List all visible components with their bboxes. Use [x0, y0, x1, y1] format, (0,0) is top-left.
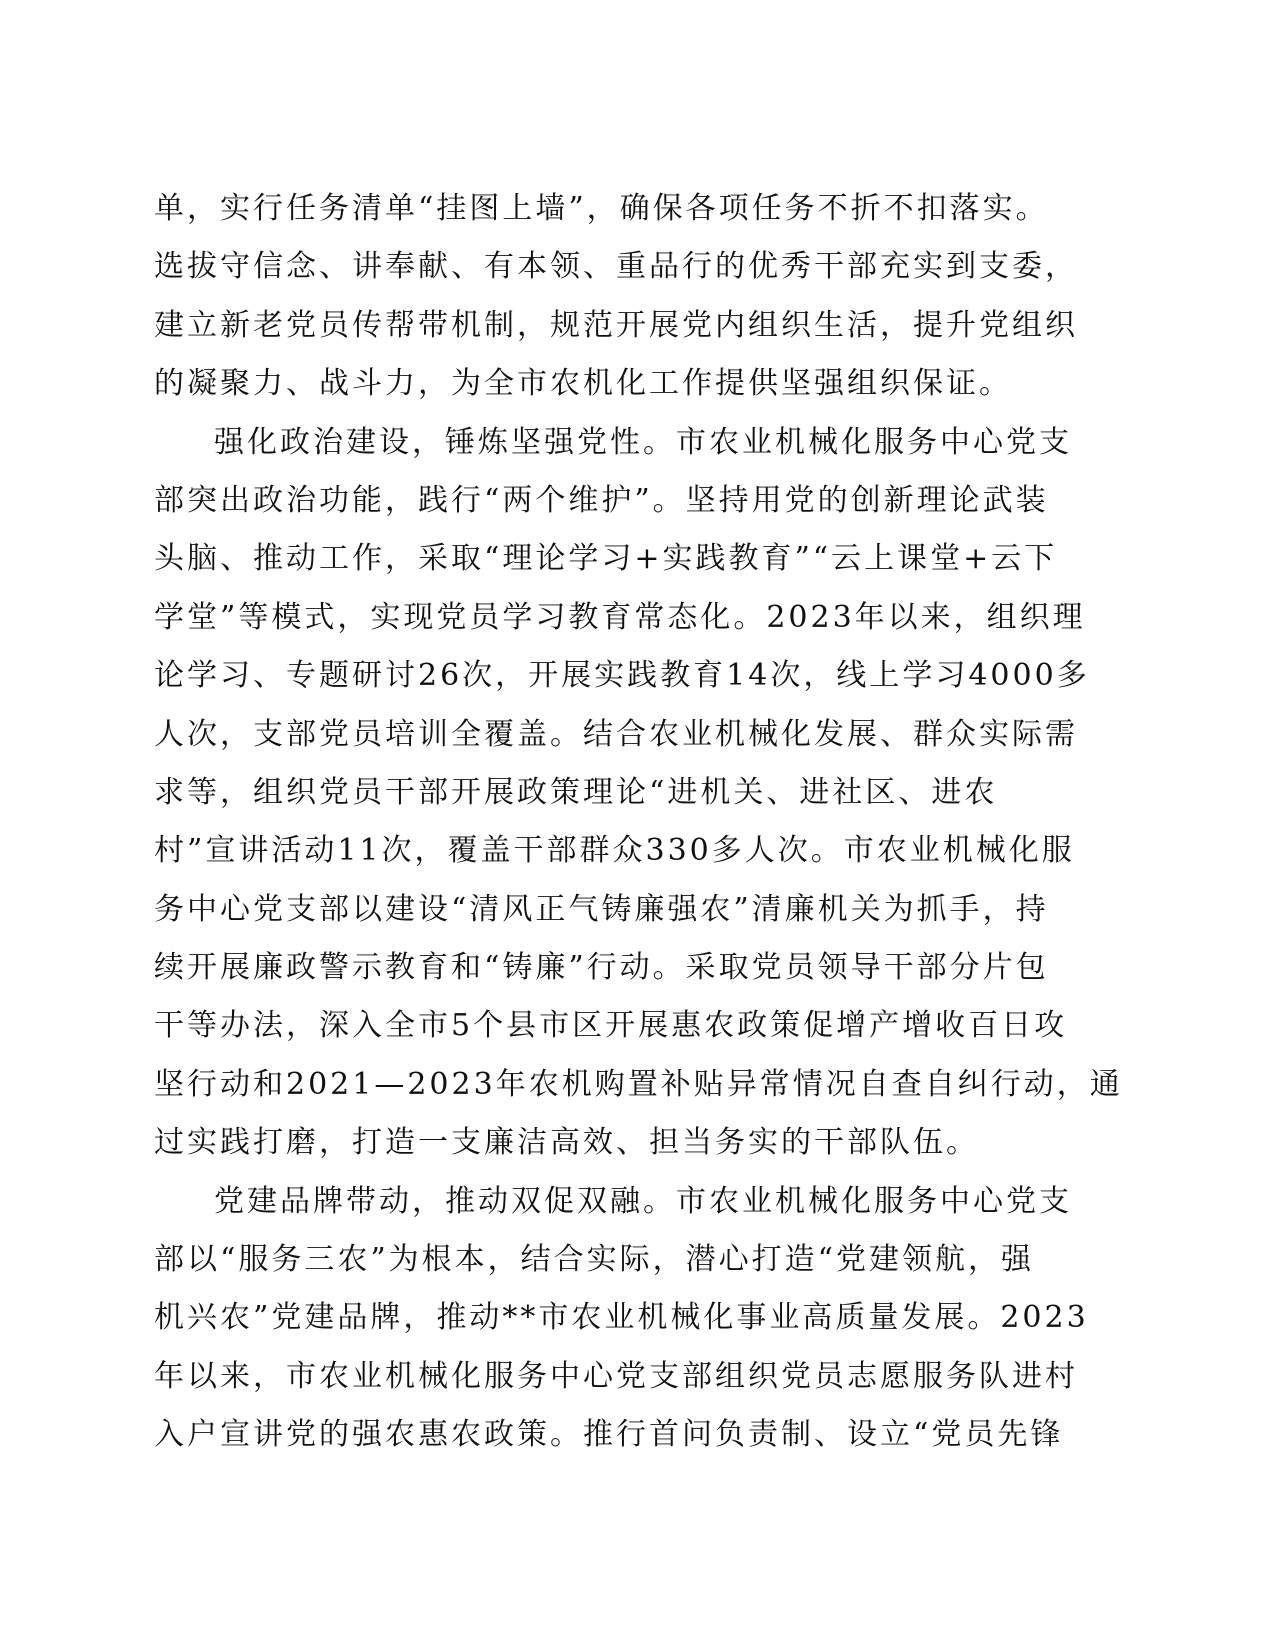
text-line: 续开展廉政警示教育和“铸廉”行动。采取党员领导干部分片包 [154, 950, 1049, 986]
text-line: 选拔守信念、讲奉献、有本领、重品行的优秀干部充实到支委， [154, 249, 1078, 285]
text-line: 坚行动和2021—2023年农机购置补贴异常情况自查自纠行动，通 [154, 1066, 1123, 1102]
text-line: 入户宣讲党的强农惠农政策。推行首问负责制、设立“党员先锋 [154, 1417, 1064, 1453]
text-line: 村”宣讲活动11次，覆盖干部群众330多人次。市农业机械化服 [154, 833, 1075, 869]
text-line: 过实践打磨，打造一支廉洁高效、担当务实的干部队伍。 [154, 1125, 979, 1161]
text-line: 人次，支部党员培训全覆盖。结合农业机械化发展、群众实际需 [154, 716, 1078, 752]
body-text [154, 180, 1123, 1465]
text-line: 机兴农”党建品牌，推动**市农业机械化事业高质量发展。2023 [154, 1300, 1089, 1336]
text-line: 头脑、推动工作，采取“理论学习+实践教育”“云上课堂+云下 [154, 541, 1058, 577]
paragraph-start-line: 强化政治建设，锤炼坚强党性。市农业机械化服务中心党支 [214, 424, 1072, 460]
text-line: 务中心党支部以建设“清风正气铸廉强农”清廉机关为抓手，持 [154, 891, 1049, 927]
text-line: 论学习、专题研讨26次，开展实践教育14次，线上学习4000多 [154, 658, 1090, 694]
text-line: 学堂”等模式，实现党员学习教育常态化。2023年以来，组织理 [154, 599, 1086, 635]
text-line: 干等办法，深入全市5个县市区开展惠农政策促增产增收百日攻 [154, 1008, 1068, 1044]
text-line: 年以来，市农业机械化服务中心党支部组织党员志愿服务队进村 [154, 1358, 1078, 1394]
text-line: 建立新老党员传帮带机制，规范开展党内组织生活，提升党组织 [154, 307, 1078, 343]
text-line: 求等，组织党员干部开展政策理论“进机关、进社区、进农 [154, 774, 998, 810]
text-line: 部突出政治功能，践行“两个维护”。坚持用党的创新理论武装 [154, 482, 1049, 518]
text-line: 部以“服务三农”为根本，结合实际，潜心打造“党建领航，强 [154, 1242, 1035, 1278]
text-line: 的凝聚力、战斗力，为全市农机化工作提供坚强组织保证。 [154, 366, 1012, 402]
paragraph-start-line: 党建品牌带动，推动双促双融。市农业机械化服务中心党支 [214, 1183, 1072, 1219]
text-line: 单，实行任务清单“挂图上墙”，确保各项任务不折不扣落实。 [154, 191, 1049, 226]
